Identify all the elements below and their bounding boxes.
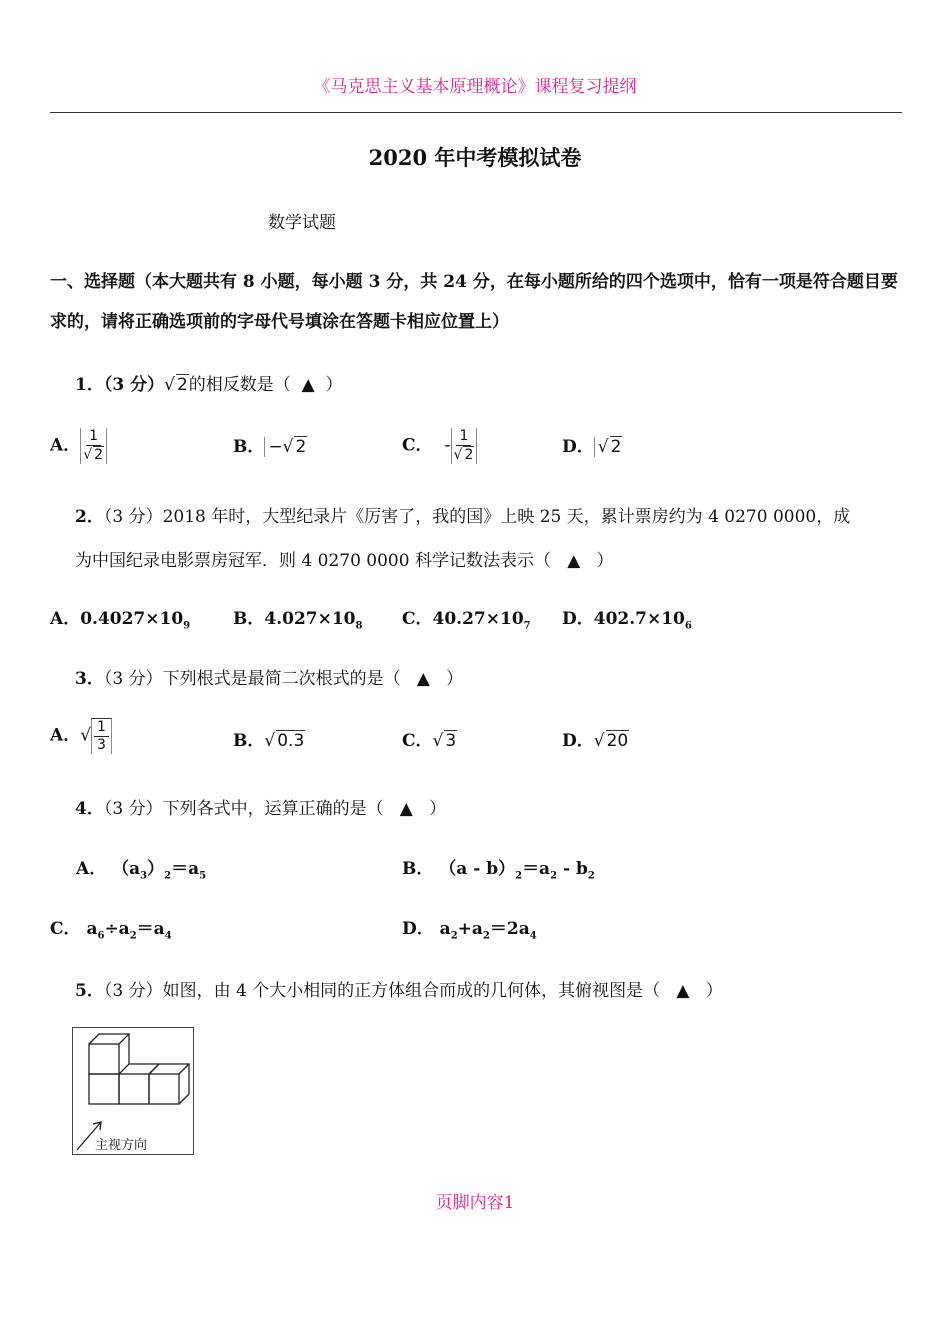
q3-option-d: D．√ 20: [562, 731, 629, 751]
q2-option-d: D．$402.7\times 10_6$: [562, 609, 692, 632]
question-2: [75, 502, 850, 527]
q3-option-b: B．√ 0.3: [233, 731, 305, 751]
question-1: 1．（3 分）√ 2的相反数是（ ▲ ）: [75, 375, 343, 395]
question-text: （3 分）下列根式是最简二次根式的是（: [103, 669, 401, 689]
q4-option-b: B． $(a - b)_2=a_2 - b_2$: [402, 859, 595, 882]
question-text: （3 分）如图，由 4 个大小相同的正方体组合而成的几何体，其俯视图是（: [103, 981, 661, 1001]
q2-option-b: B．$4.027\times 10_8$: [233, 609, 363, 632]
q1-option-b: B． −√ 2: [233, 437, 307, 457]
question-2-line2: 为中国纪录电影票房冠军．则 4 0270 0000 科学记数法表示（ ▲ ）: [75, 551, 614, 571]
exam-subtitle: 数学试题: [268, 213, 336, 233]
figure-label: 主视方向: [95, 1138, 148, 1153]
header-divider: [50, 112, 902, 113]
question-number: 1．: [75, 375, 104, 395]
question-score: （3 分）: [103, 375, 165, 395]
q1-option-c: C． - $\frac{1}{√ 2}$: [402, 428, 477, 464]
exam-title: 2020 年中考模拟试卷: [368, 145, 582, 170]
question-text: 的相反数是（: [188, 375, 291, 395]
question-number: 3．: [75, 669, 104, 689]
question-number: 5．: [75, 981, 104, 1001]
answer-mark: ▲: [676, 981, 690, 1001]
fraction: $\frac{1}{√ 2}$: [80, 428, 107, 464]
answer-mark: ▲: [399, 799, 413, 819]
question-text: （3 分）2018 年时，大型纪录片《厉害了，我的国》上映 25 天，累计票房约为 4 0270 0000，成: [103, 507, 851, 527]
q3-option-c: C．√ 3: [402, 731, 457, 751]
q4-option-a: A． $(a_3)_2=a_5$: [76, 859, 207, 882]
question-number: 2．: [75, 507, 104, 527]
q3-option-a: A．√ $\frac{1}{3}$: [50, 718, 112, 754]
q2-option-c: C．$40.27\times 10_7$: [402, 609, 531, 632]
q4-option-d: D． $a_2+a_2=2a_4$: [402, 919, 537, 942]
answer-mark: ▲: [567, 551, 581, 571]
question-5: 5．（3 分）如图，由 4 个大小相同的正方体组合而成的几何体，其俯视图是（ ▲ ）: [75, 981, 723, 1001]
q2-option-a: A．$0.4027\times 10_9$: [50, 609, 191, 632]
fraction: $\frac{1}{√ 2}$: [451, 428, 478, 464]
q1-option-d: D． √ 2: [562, 437, 622, 457]
sqrt-expression: √ 2: [164, 375, 188, 395]
answer-mark: ▲: [301, 375, 315, 395]
question-3: 3．（3 分）下列根式是最简二次根式的是（ ▲ ）: [75, 669, 464, 689]
page-footer: 页脚内容1: [435, 1193, 515, 1213]
question-4: 4．（3 分）下列各式中，运算正确的是（ ▲ ）: [75, 799, 447, 819]
q4-option-c: C． $a_6\div a_2=a_4$: [50, 919, 172, 942]
question-text: （3 分）下列各式中，运算正确的是（: [103, 799, 384, 819]
section-heading: 一、选择题（本大题共有 8 小题，每小题 3 分，共 24 分，在每小题所给的四个选项中，恰有一项是符合题目要求的，请将正确选项前的字母代号填涂在答题卡相应位置上）: [50, 272, 898, 332]
page-header: 《马克思主义基本原理概论》课程复习提纲: [313, 77, 637, 97]
question-number: 4．: [75, 799, 104, 819]
q1-option-a: A． $\frac{1}{√ 2}$: [50, 428, 107, 464]
cube-figure: [72, 1027, 194, 1155]
answer-mark: ▲: [416, 669, 430, 689]
